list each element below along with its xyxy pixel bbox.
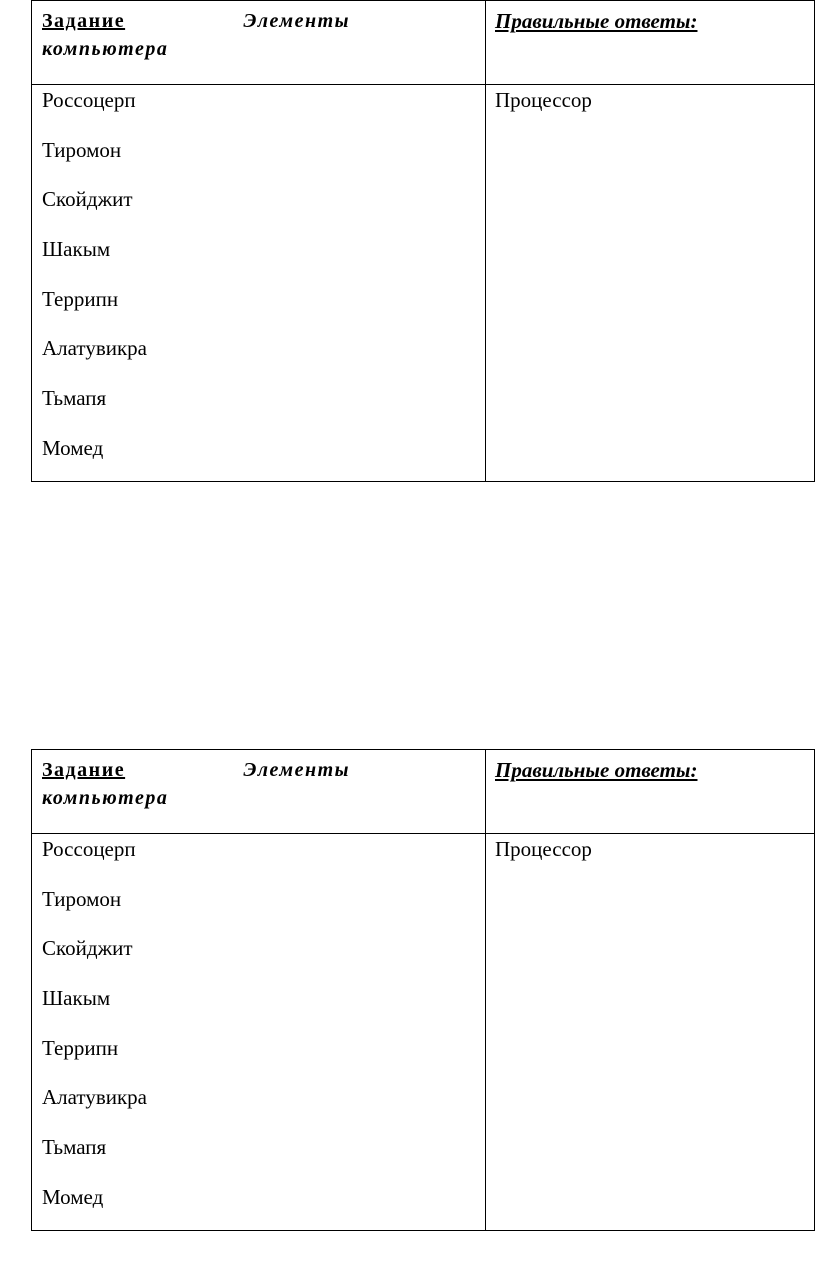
column-divider: [485, 1, 486, 481]
list-item: Момед: [42, 1184, 104, 1209]
list-item: Террипн: [42, 1035, 119, 1060]
list-item: Алатувикра: [42, 1085, 147, 1110]
list-item: Россоцерп: [42, 88, 136, 112]
header-task-label: Задание: [42, 10, 126, 32]
list-item: Тьмапя: [42, 1135, 107, 1160]
list-item: Алатувикра: [42, 336, 147, 361]
header-task-cell: [42, 756, 350, 812]
list-item: Тьмапя: [42, 386, 107, 411]
header-computer-label: компьютера: [42, 787, 169, 809]
header-computer-label: компьютера: [42, 38, 169, 60]
row-divider: [32, 833, 814, 834]
header-task-cell: [42, 7, 350, 63]
list-item: Момед: [42, 435, 104, 460]
header-elements-label: Элементы: [243, 10, 350, 32]
answer-cell: Процессор: [495, 837, 592, 861]
row-divider: [32, 84, 814, 85]
list-item: Скойджит: [42, 187, 133, 212]
answer-cell: Процессор: [495, 88, 592, 112]
list-item: Тиромон: [42, 137, 122, 162]
header-task-label: Задание: [42, 759, 126, 781]
list-item: Россоцерп: [42, 837, 136, 861]
list-item: Шакым: [42, 986, 111, 1011]
list-item: Террипн: [42, 286, 119, 311]
header-answers-label: Правильные ответы:: [495, 9, 698, 33]
scrambled-word-list: [42, 87, 147, 485]
list-item: Шакым: [42, 237, 111, 262]
scrambled-word-list: [42, 836, 147, 1234]
column-divider: [485, 750, 486, 1230]
list-item: Скойджит: [42, 936, 133, 961]
header-elements-label: Элементы: [243, 759, 350, 781]
header-answers-label: Правильные ответы:: [495, 758, 698, 782]
list-item: Тиромон: [42, 886, 122, 911]
task-table-2: [31, 749, 815, 1231]
task-table-1: [31, 0, 815, 482]
